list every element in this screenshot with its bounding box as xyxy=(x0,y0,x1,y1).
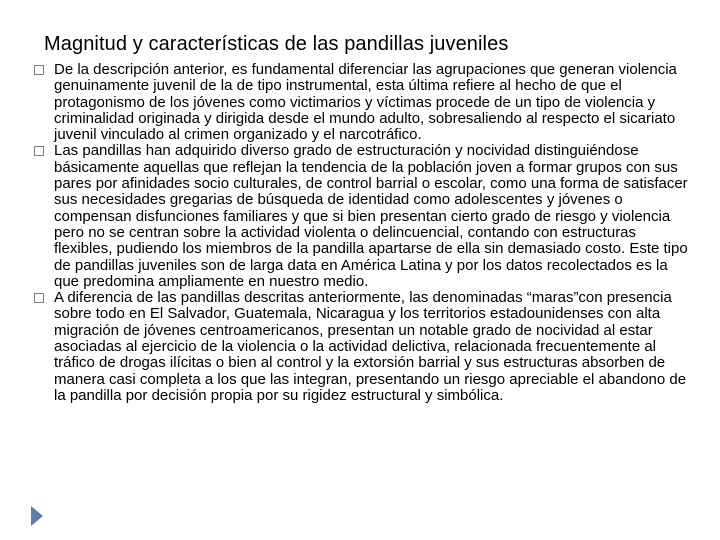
bullet-item xyxy=(34,62,690,143)
bullet-text: A diferencia de las pandillas descritas anteriormente, las denominadas “maras”con presencia sobre todo en El Salvador, Guatemala, Nicaragua y los territorios estadounidenses con alta migración de jóvenes centroamericanos, presentan un notable grado de nocividad al estar asociadas al ejercicio de la violencia o la actividad delictiva, relacionada frecuentemente al tráfico de drogas ilícitas o bien al control y la extorsión barrial y sus estructuras absorben de manera casi completa a los que las integran, presentando un riesgo apreciable el abandono de la pandilla por decisión propia por su rigidez estructural y simbólica. xyxy=(54,289,687,404)
bullet-item xyxy=(34,290,690,404)
bullet-text: Las pandillas han adquirido diverso grado de estructuración y nocividad distinguiéndose básicamente aquellas que reflejan la tendencia de la población joven a formar grupos con sus pares por afinidades socio culturales, de control barrial o escolar, como una forma de satisfacer sus necesidades gregarias de búsqueda de identidad como adolescentes y jóvenes o compensan disfunciones familiares y que si bien presentan cierto grado de riesgo y violencia pero no se centran sobre la actividad violenta o delincuencial, contando con estructuras flexibles, pudiendo los miembros de la pandilla apartarse de ella sin demasiado costo. Este tipo de pandillas juveniles son de larga data en América Latina y por los datos recolectados es la que predomina ampliamente en nuestro medio. xyxy=(54,142,688,290)
triangle-arrow-icon xyxy=(31,506,43,526)
hollow-square-bullet-icon xyxy=(34,65,44,75)
slide-title: Magnitud y características de las pandillas juveniles xyxy=(44,33,509,56)
bullet-text: De la descripción anterior, es fundamental diferenciar las agrupaciones que generan violencia genuinamente juvenil de la de tipo instrumental, esta última refiere al hecho de que el protagonismo de los jóvenes como victimarios y víctimas procede de un tipo de violencia y criminalidad originada y dirigida desde el mundo adulto, sobresaliendo al respecto el sicariato juvenil vinculado al crimen organizado y el narcotráfico. xyxy=(54,61,677,144)
bullet-item xyxy=(34,143,690,290)
hollow-square-bullet-icon xyxy=(34,146,44,156)
bullet-list xyxy=(34,62,690,404)
hollow-square-bullet-icon xyxy=(34,293,44,303)
